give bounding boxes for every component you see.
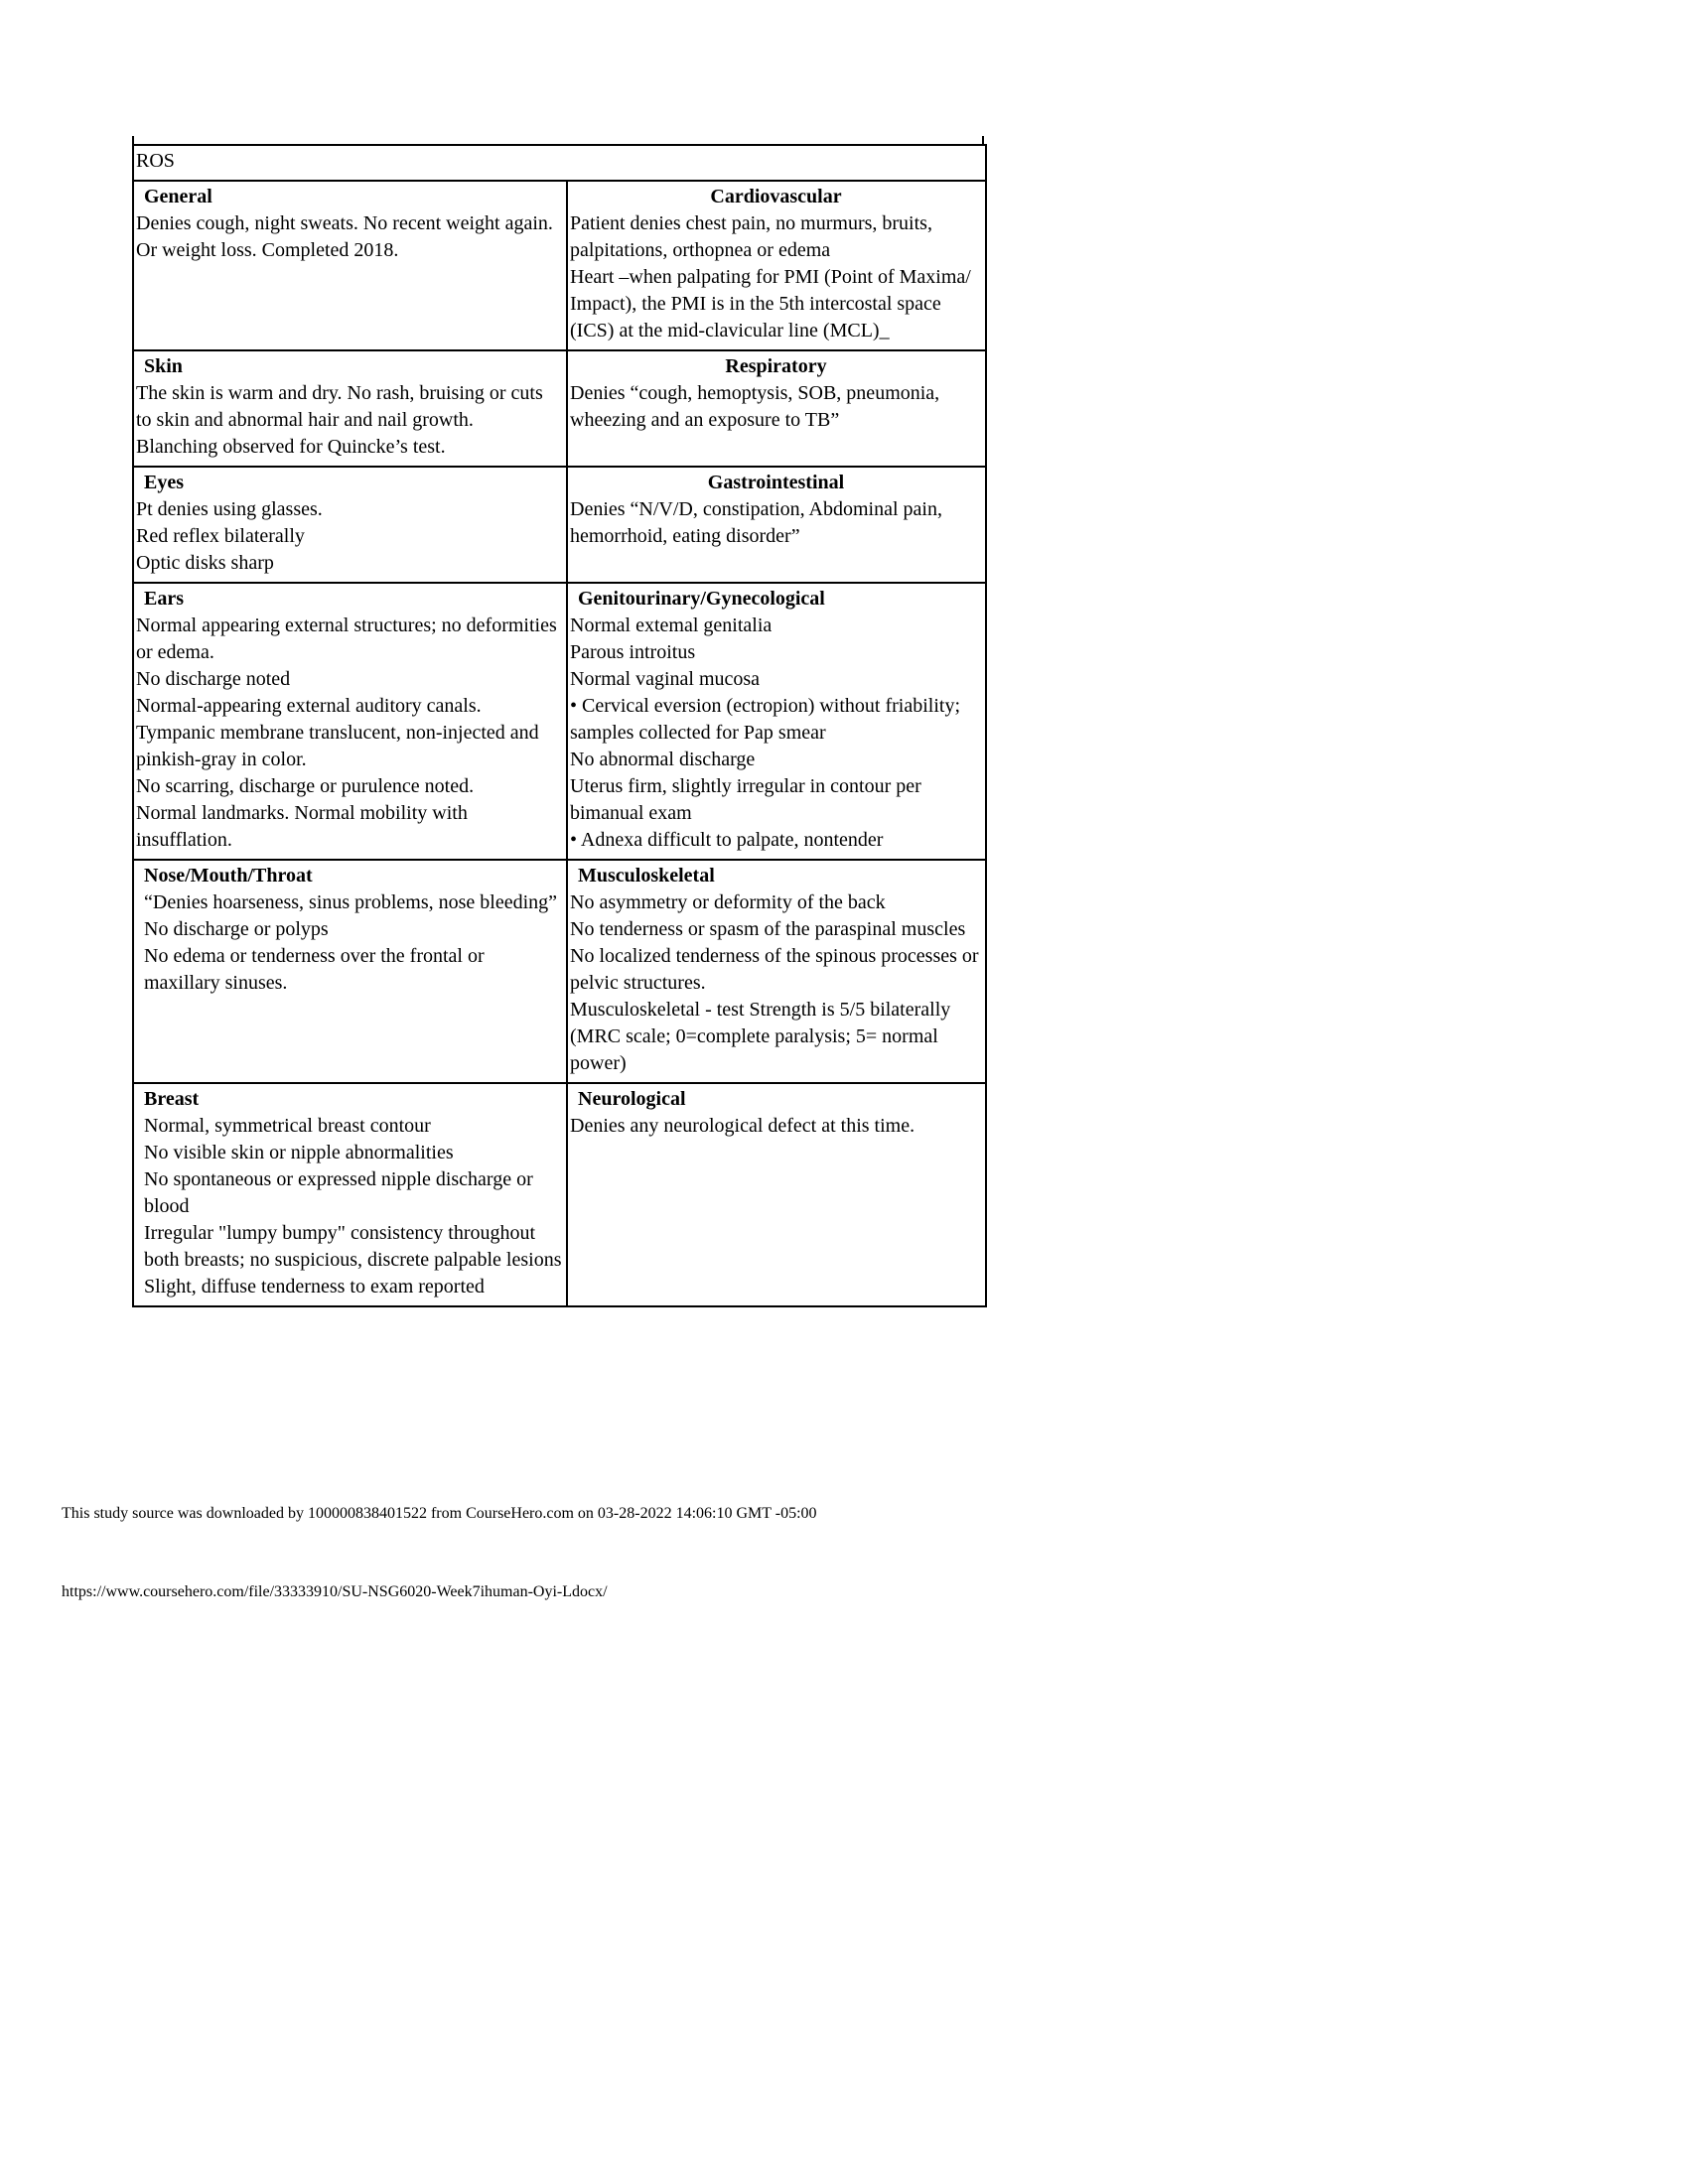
section-text: “Denies hoarseness, sinus problems, nose bleeding” <box>144 891 558 913</box>
section-text: Tympanic membrane translucent, non-injected and pinkish-gray in color. <box>136 722 539 770</box>
download-note: This study source was downloaded by 100000838401522 from CourseHero.com on 03-28-2022 14:06:10 GMT -05:00 <box>62 1505 817 1522</box>
section-text: No edema or tenderness over the frontal or maxillary sinuses. <box>144 945 485 994</box>
ros-table-body <box>133 145 986 1306</box>
section-heading: Musculoskeletal <box>578 865 715 887</box>
section-heading: Gastrointestinal <box>707 472 845 493</box>
table-row <box>133 467 986 583</box>
section-text: Pt denies using glasses. <box>136 498 323 520</box>
section-text: Normal, symmetrical breast contour <box>144 1115 431 1137</box>
section-heading: Cardiovascular <box>710 186 842 207</box>
section-text: No scarring, discharge or purulence noted. <box>136 775 475 797</box>
ros-cell-neurological <box>567 1083 986 1306</box>
table-row <box>133 1083 986 1306</box>
table-row <box>133 181 986 350</box>
ros-cell-musculoskeletal <box>567 860 986 1083</box>
section-text: Red reflex bilaterally <box>136 525 305 547</box>
ros-table <box>132 144 987 1307</box>
section-text: Denies any neurological defect at this time. <box>570 1115 915 1137</box>
section-text: Normal extemal genitalia <box>570 614 773 636</box>
section-text: No spontaneous or expressed nipple discharge or blood <box>144 1168 533 1217</box>
section-heading: Genitourinary/Gynecological <box>578 588 825 610</box>
ros-cell-nose-mouth-throat <box>133 860 567 1083</box>
section-heading: General <box>144 186 212 207</box>
table-row <box>133 860 986 1083</box>
ros-cell-ears <box>133 583 567 860</box>
ros-cell-cardiovascular <box>567 181 986 350</box>
section-text: Parous introitus <box>570 641 696 663</box>
section-text: Denies “N/V/D, constipation, Abdominal pain, hemorrhoid, eating disorder” <box>570 498 942 547</box>
section-text: Denies cough, night sweats. No recent weight again. Or weight loss. Completed 2018. <box>136 212 553 261</box>
section-text: • Adnexa difficult to palpate, nontender <box>570 829 884 851</box>
section-text: Slight, diffuse tenderness to exam reported <box>144 1276 485 1297</box>
section-heading: Breast <box>144 1088 200 1110</box>
ros-cell-general <box>133 181 567 350</box>
section-text: • Cervical eversion (ectropion) without friability; samples collected for Pap smear <box>570 695 960 744</box>
section-text: Blanching observed for Quincke’s test. <box>136 436 446 458</box>
ros-cell-respiratory <box>567 350 986 467</box>
table-row <box>133 350 986 467</box>
ros-cell-gastrointestinal <box>567 467 986 583</box>
section-text: No tenderness or spasm of the paraspinal muscles <box>570 918 966 940</box>
section-heading: Ears <box>144 588 184 610</box>
section-text: No abnormal discharge <box>570 749 756 770</box>
section-text: No discharge or polyps <box>144 918 329 940</box>
section-text: Normal landmarks. Normal mobility with insufflation. <box>136 802 468 851</box>
section-heading: Respiratory <box>725 355 827 377</box>
ros-cell-eyes <box>133 467 567 583</box>
section-text: Normal vaginal mucosa <box>570 668 761 690</box>
ros-header: ROS <box>133 145 986 181</box>
section-text: Optic disks sharp <box>136 552 274 574</box>
section-heading: Nose/Mouth/Throat <box>144 865 313 887</box>
ros-cell-breast <box>133 1083 567 1306</box>
section-text: No visible skin or nipple abnormalities <box>144 1142 454 1163</box>
section-text: Normal appearing external structures; no deformities or edema. <box>136 614 557 663</box>
section-text: Denies “cough, hemoptysis, SOB, pneumonia, wheezing and an exposure to TB” <box>570 382 940 431</box>
section-text: No discharge noted <box>136 668 291 690</box>
ros-cell-skin <box>133 350 567 467</box>
section-text: No localized tenderness of the spinous processes or pelvic structures. <box>570 945 979 994</box>
section-text: No asymmetry or deformity of the back <box>570 891 886 913</box>
section-text: The skin is warm and dry. No rash, bruising or cuts to skin and abnormal hair and nail growth. <box>136 382 543 431</box>
section-text: Uterus firm, slightly irregular in contour per bimanual exam <box>570 775 921 824</box>
table-row <box>133 583 986 860</box>
section-heading: Skin <box>144 355 183 377</box>
ros-cell-genitourinary-gynecological <box>567 583 986 860</box>
coursehero-url[interactable]: https://www.coursehero.com/file/33333910/SU-NSG6020-Week7ihuman-Oyi-Ldocx/ <box>62 1583 608 1600</box>
section-text: Heart –when palpating for PMI (Point of Maxima/ Impact), the PMI is in the 5th intercostal space (ICS) at the mid-clavicular line (MCL)_ <box>570 266 971 341</box>
section-heading: Eyes <box>144 472 184 493</box>
section-text: Irregular "lumpy bumpy" consistency throughout both breasts; no suspicious, discrete palpable lesions <box>144 1222 562 1271</box>
section-text: Normal-appearing external auditory canals. <box>136 695 482 717</box>
section-heading: Neurological <box>578 1088 686 1110</box>
ros-header-row <box>133 145 986 181</box>
section-text: Patient denies chest pain, no murmurs, bruits, palpitations, orthopnea or edema <box>570 212 932 261</box>
section-text: Musculoskeletal - test Strength is 5/5 bilaterally (MRC scale; 0=complete paralysis; 5= normal power) <box>570 999 951 1074</box>
